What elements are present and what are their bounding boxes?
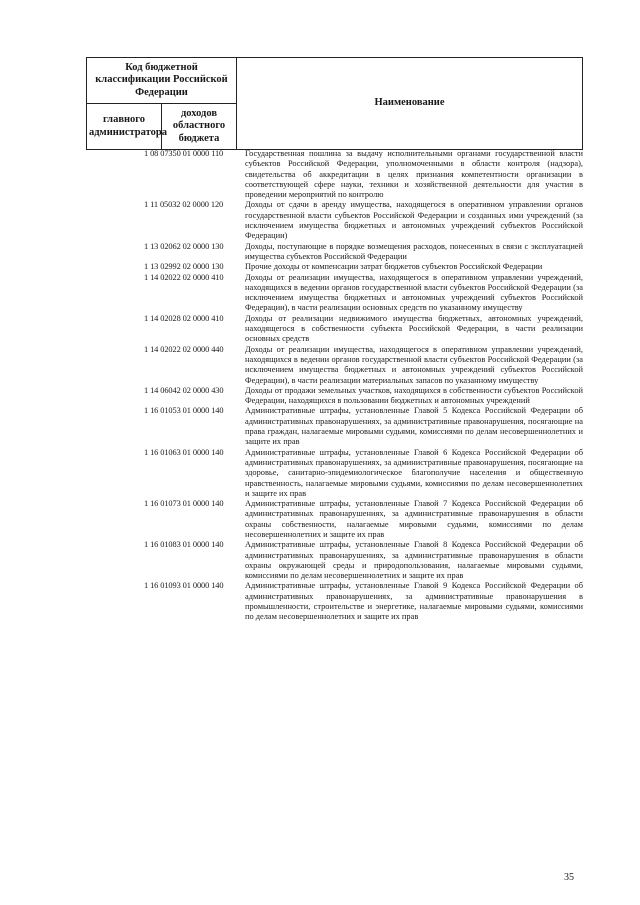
table-row	[86, 262, 583, 272]
income-name: Административные штрафы, установленные Главой 7 Кодекса Российской Федерации об административных правонарушениях, за административные правонарушения в области охраны собственности, налагаемые мировыми судьями, комиссиями по делам несовершеннолетних и защите их прав	[245, 499, 583, 539]
income-code: 1 16 01073 01 0000 140	[144, 499, 224, 509]
table-row	[86, 499, 583, 540]
income-name: Административные штрафы, установленные Главой 6 Кодекса Российской Федерации об административных правонарушениях, за административные правонарушения, посягающие на здоровье, санитарно-эпидемиологическое благополучие населения и общественную нравственность, налагаемые мировыми судьями, комиссиями по делам несовершеннолетних и защите их прав	[245, 447, 583, 498]
income-name: Доходы от реализации недвижимого имущества бюджетных, автономных учреждений, находящегося в собственности субъекта Российской Федерации, в части реализации основных средств	[245, 313, 583, 344]
table-row	[86, 200, 583, 241]
income-name: Доходы от продажи земельных участков, находящихся в собственности субъектов Российской Федерации, находящихся в пользовании бюджетных и автономных учреждений	[245, 385, 583, 406]
income-code: 1 16 01083 01 0000 140	[144, 540, 224, 550]
income-name: Доходы от реализации имущества, находящегося в оперативном управлении учреждений, находящихся в ведении органов государственной власти субъектов Российской Федерации (за исключением имущества бюджетных и автономных учреждений субъектов Российской Федерации), в части реализации материальных запасов по указанному имуществу	[245, 344, 583, 385]
table-row	[86, 242, 583, 263]
income-code: 1 14 02028 02 0000 410	[144, 313, 224, 323]
income-code: 1 08 07350 01 0000 110	[144, 149, 224, 158]
income-code: 1 16 01063 01 0000 140	[144, 447, 224, 457]
income-code: 1 14 02022 02 0000 410	[144, 272, 224, 282]
income-name: Доходы, поступающие в порядке возмещения расходов, понесенных в связи с эксплуатацией имущества субъектов Российской Федерации	[245, 241, 583, 261]
table-header	[86, 57, 583, 150]
budget-code-group-header: Код бюджетной классификации Российской Федерации	[87, 58, 237, 104]
income-name: Административные штрафы, установленные Главой 5 Кодекса Российской Федерации об административных правонарушениях, за административные правонарушения, посягающие на права граждан, налагаемые мировыми судьями, комиссиями по делам несовершеннолетних и защите их прав	[245, 406, 583, 447]
table-body	[86, 149, 583, 623]
income-code: 1 13 02992 02 0000 130	[144, 262, 224, 272]
income-code: 1 16 01093 01 0000 140	[144, 581, 224, 591]
table-row	[86, 345, 583, 386]
table-row	[86, 386, 583, 407]
table-row	[86, 149, 583, 200]
table-row	[86, 273, 583, 314]
income-name: Административные штрафы, установленные Главой 8 Кодекса Российской Федерации об административных правонарушениях, за административные правонарушения в области охраны окружающей среды и природопользования, налагаемые мировыми судьями, комиссиями по делам несовершеннолетних и защите их прав	[245, 540, 583, 581]
income-code: 1 13 02062 02 0000 130	[144, 241, 224, 251]
income-name: Административные штрафы, установленные Главой 9 Кодекса Российской Федерации об административных правонарушениях, за административные правонарушения в промышленности, строительстве и энергетике, налагаемые мировыми судьями, комиссиями по делам несовершеннолетних и защите их прав	[245, 581, 583, 622]
name-column-header: Наименование	[237, 58, 583, 150]
admin-column-header: главного администратора	[87, 104, 162, 150]
table-row	[86, 581, 583, 622]
table-row	[86, 448, 583, 499]
income-code: 1 14 06042 02 0000 430	[144, 385, 224, 395]
income-code: 1 14 02022 02 0000 440	[144, 344, 224, 354]
income-name: Государственная пошлина за выдачу исполнительными органами государственной власти субъектов Российской Федерации, уполномоченными в области контроля (надзора), свидетельства об аккредитации в целях признания компетентности организации в соответствующей сфере науки, техники и хозяйственной деятельности для участия в проведении мероприятий по контролю	[245, 149, 583, 200]
income-name: Прочие доходы от компенсации затрат бюджетов субъектов Российской Федерации	[245, 262, 543, 272]
table-row	[86, 540, 583, 581]
income-column-header: доходов областного бюджета	[162, 104, 237, 150]
page-number: 35	[564, 872, 574, 883]
income-code: 1 16 01053 01 0000 140	[144, 406, 224, 416]
income-name: Доходы от реализации имущества, находящегося в оперативном управлении учреждений, находящихся в ведении органов государственной власти субъектов Российской Федерации (за исключением имущества бюджетных и автономных учреждений субъектов Российской Федерации), в части реализации основных средств по указанному имуществу	[245, 272, 583, 313]
income-code: 1 11 05032 02 0000 120	[144, 200, 224, 210]
income-name: Доходы от сдачи в аренду имущества, находящегося в оперативном управлении органов государственной власти субъектов Российской Федерации и созданных ими учреждений (за исключением имущества бюджетных и автономных учреждений субъектов Российской Федерации)	[245, 200, 583, 241]
table-row	[86, 314, 583, 345]
table-row	[86, 406, 583, 447]
